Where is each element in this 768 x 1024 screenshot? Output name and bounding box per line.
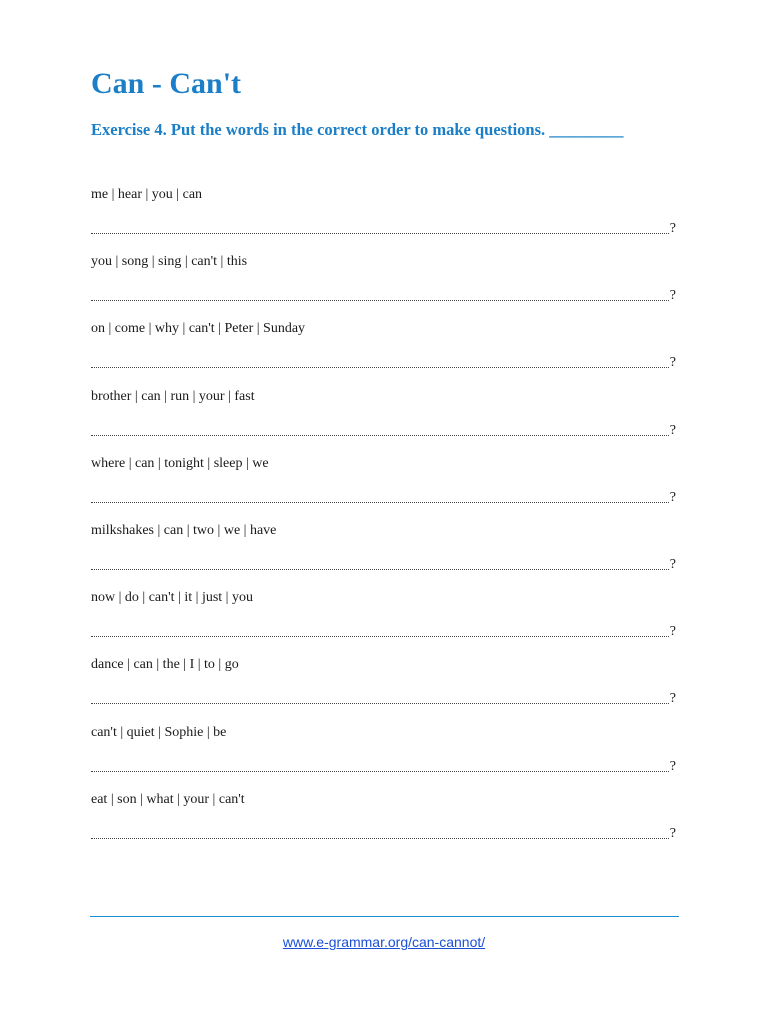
exercise-item	[91, 521, 679, 588]
dotted-rule	[91, 501, 669, 503]
question-mark: ?	[669, 288, 676, 304]
dotted-rule	[91, 837, 669, 839]
exercise-item	[91, 588, 679, 655]
exercise-list	[91, 185, 679, 857]
question-mark: ?	[669, 489, 676, 505]
word-prompt: now | do | can't | it | just | you	[91, 590, 253, 606]
question-mark: ?	[669, 221, 676, 236]
dotted-rule	[91, 299, 669, 301]
dotted-rule	[91, 232, 669, 234]
answer-line[interactable]	[91, 757, 676, 777]
exercise-instruction: Exercise 4. Put the words in the correct order to make questions. _________	[91, 120, 624, 139]
answer-line[interactable]	[91, 421, 676, 441]
word-prompt: you | song | sing | can't | this	[91, 254, 248, 270]
exercise-item	[91, 387, 679, 454]
word-prompt: can't | quiet | Sophie | be	[91, 724, 227, 740]
question-mark: ?	[669, 691, 676, 707]
dotted-rule	[91, 702, 669, 704]
question-mark: ?	[669, 758, 676, 774]
exercise-item	[91, 185, 679, 252]
answer-line[interactable]	[91, 219, 676, 239]
answer-line[interactable]	[91, 488, 676, 508]
word-prompt: on | come | why | can't | Peter | Sunday	[91, 321, 306, 337]
answer-line[interactable]	[91, 689, 676, 709]
word-prompt: me | hear | you | can	[91, 187, 203, 202]
footer-divider	[90, 916, 679, 917]
word-prompt: milkshakes | can | two | we | have	[91, 522, 277, 538]
answer-line[interactable]	[91, 622, 676, 642]
dotted-rule	[91, 366, 669, 368]
answer-line[interactable]	[91, 555, 676, 575]
word-prompt: eat | son | what | your | can't	[91, 791, 245, 807]
word-prompt: dance | can | the | I | to | go	[91, 657, 239, 673]
exercise-item	[91, 723, 679, 790]
exercise-item	[91, 252, 679, 319]
page-title: Can - Can't	[91, 67, 242, 100]
dotted-rule	[91, 635, 669, 637]
word-prompt: where | can | tonight | sleep | we	[91, 455, 269, 471]
question-mark: ?	[669, 422, 676, 438]
question-mark: ?	[669, 355, 676, 371]
dotted-rule	[91, 770, 669, 772]
answer-line[interactable]	[91, 824, 676, 844]
question-mark: ?	[669, 825, 676, 841]
footer-website-link[interactable]: www.e-grammar.org/can-cannot/	[282, 934, 486, 950]
exercise-item	[91, 454, 679, 521]
answer-line[interactable]	[91, 353, 676, 373]
word-prompt: brother | can | run | your | fast	[91, 388, 255, 404]
answer-line[interactable]	[91, 286, 676, 306]
exercise-item	[91, 655, 679, 722]
question-mark: ?	[669, 556, 676, 572]
dotted-rule	[91, 434, 669, 436]
dotted-rule	[91, 568, 669, 570]
exercise-item	[91, 790, 679, 857]
exercise-item	[91, 319, 679, 386]
question-mark: ?	[669, 624, 676, 640]
